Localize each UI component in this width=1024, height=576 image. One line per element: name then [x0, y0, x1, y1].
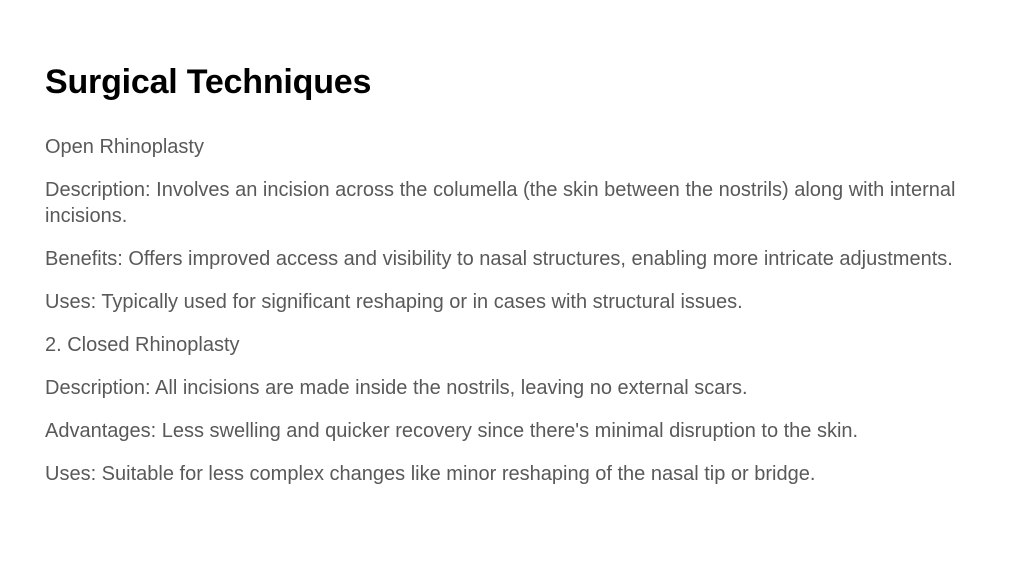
- open-uses-text: Uses: Typically used for significant reshaping or in cases with structural issues.: [45, 291, 743, 313]
- closed-description-text: Description: All incisions are made inside the nostrils, leaving no external scars.: [45, 377, 748, 399]
- open-description-text: Description: Involves an incision across the columella (the skin between the nostrils) along with internal incisions.: [45, 179, 956, 227]
- section-heading-closed-rhinoplasty: 2. Closed Rhinoplasty: [45, 334, 240, 356]
- slide-title: Surgical Techniques: [45, 63, 372, 101]
- open-benefits-text: Benefits: Offers improved access and visibility to nasal structures, enabling more intricate adjustments.: [45, 248, 953, 270]
- section-heading-open-rhinoplasty: Open Rhinoplasty: [45, 136, 204, 158]
- closed-advantages-text: Advantages: Less swelling and quicker recovery since there's minimal disruption to the skin.: [45, 420, 859, 442]
- slide-content: [45, 134, 1004, 487]
- closed-uses-text: Uses: Suitable for less complex changes like minor reshaping of the nasal tip or bridge.: [45, 463, 816, 485]
